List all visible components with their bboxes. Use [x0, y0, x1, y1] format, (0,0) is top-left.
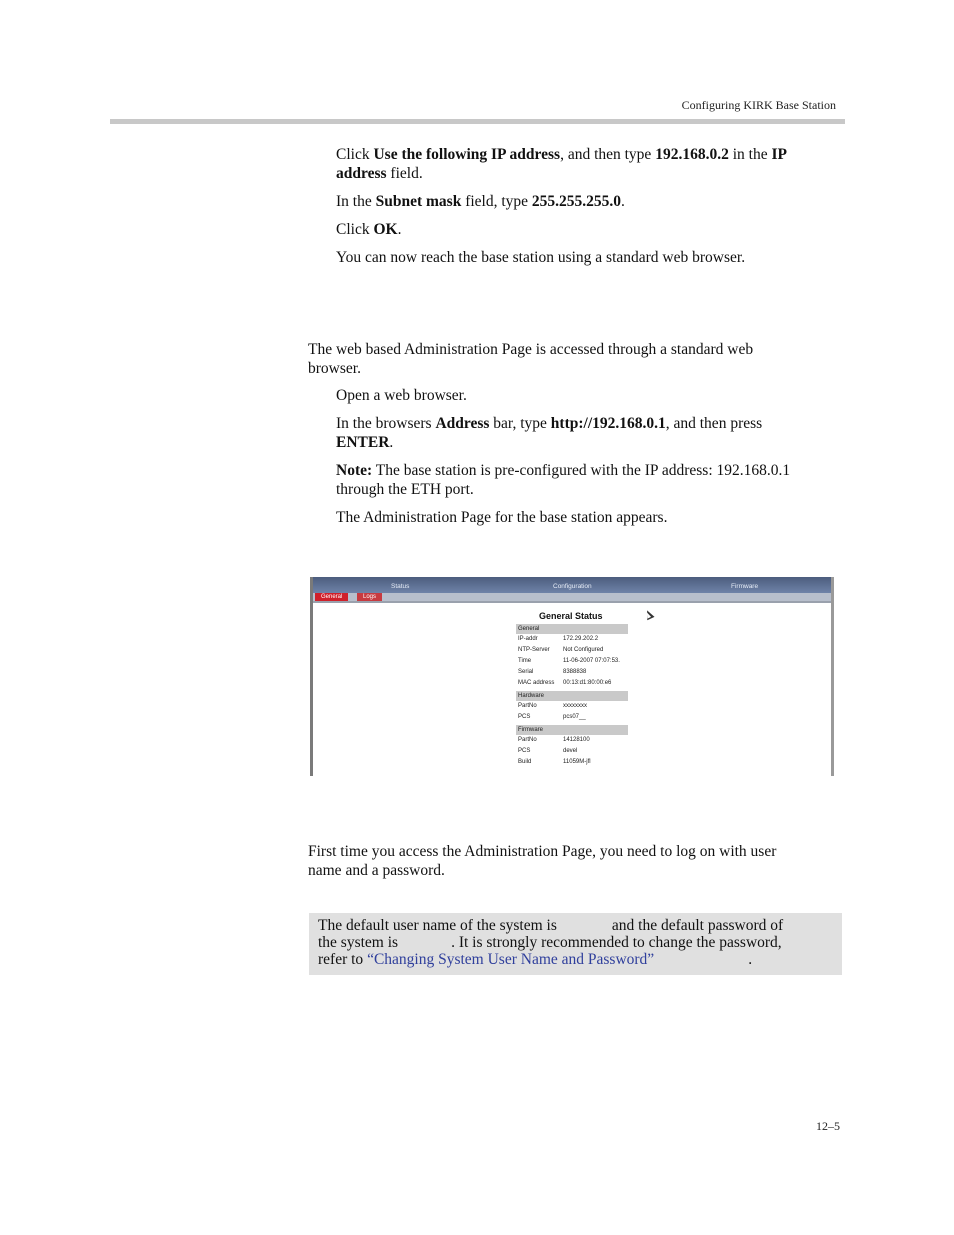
screenshot-row-value: Not Configured	[563, 647, 604, 653]
note-line-1-start: The default user name of the system is	[318, 917, 557, 934]
screenshot-row-value: devel	[563, 748, 578, 754]
screenshot-left-edge	[310, 577, 313, 776]
screenshot-table-row	[518, 680, 611, 686]
screenshot-row-value: 8388838	[563, 669, 587, 675]
bold-term: http://192.168.0.1	[550, 415, 666, 432]
screenshot-row-key: PartNo	[518, 703, 537, 709]
intro-line-2: browser.	[308, 359, 361, 377]
screenshot-table-row	[518, 647, 603, 653]
running-header: Configuring KIRK Base Station	[681, 98, 836, 112]
screenshot-row-key: Time	[518, 658, 532, 664]
note-line-1	[318, 917, 830, 934]
text-run: bar, type	[489, 415, 551, 432]
text-run: field.	[386, 164, 423, 182]
screenshot-section-header: General	[516, 624, 628, 634]
bold-term: 255.255.255.0	[531, 193, 622, 210]
screenshot-subtab-logs: Logs	[357, 593, 382, 601]
screenshot-tab-firmware: Firmware	[731, 583, 759, 590]
bold-term: IP	[771, 146, 787, 163]
screenshot-table-row	[518, 714, 586, 720]
screenshot-table-row	[518, 703, 587, 709]
text-run: You can now reach the base station using a standard web browser.	[336, 249, 746, 266]
text-run: , and then type	[560, 146, 656, 163]
screenshot-row-value: 11059M-jfl	[563, 759, 591, 765]
screenshot-row-key: PartNo	[518, 737, 537, 743]
intro-line-1: The web based Administration Page is accessed through a standard web	[308, 341, 754, 358]
screenshot-right-edge	[831, 577, 834, 776]
screenshot-row-key: Build	[518, 759, 532, 765]
text-run: Click	[336, 221, 374, 238]
intro-paragraph	[308, 341, 836, 378]
screenshot-row-key: PCS	[518, 714, 531, 720]
screenshot-row-value: xxxxxxxx	[563, 703, 587, 709]
note-preconfigured	[336, 462, 841, 499]
text-run: through the ETH port.	[336, 480, 474, 498]
logon-line-1: First time you access the Administration Page, you need to log on with user	[308, 843, 777, 860]
screenshot-row-value: 11-06-2007 07:07:53.	[563, 658, 620, 664]
page-number: 12–5	[816, 1119, 840, 1133]
bold-term: Address	[435, 415, 490, 432]
screenshot-bar-shadow	[313, 601, 831, 603]
text-run: Click	[336, 146, 374, 163]
screenshot-row-value: 172.29.202.2	[563, 636, 599, 642]
bold-term: ENTER	[336, 433, 390, 451]
screenshot-section-header: Hardware	[516, 691, 628, 701]
text-run: In the browsers	[336, 415, 436, 432]
screenshot-row-key: Serial	[518, 669, 534, 675]
screenshot-table-row	[518, 658, 620, 664]
step-type-address	[336, 415, 836, 452]
note-line-2-end: . It is strongly recommended to change the password,	[451, 934, 782, 951]
default-credentials-note	[309, 913, 842, 975]
bold-term: Note:	[336, 462, 373, 479]
text-run: , and then press	[665, 415, 763, 432]
bold-term: Use the following IP address	[373, 146, 561, 163]
text-run: .	[389, 433, 394, 451]
screenshot-row-key: IP-addr	[518, 636, 538, 642]
note-line-3-start: refer to	[318, 951, 368, 968]
screenshot-subtab-general: General	[315, 593, 348, 601]
screenshot-row-key: NTP-Server	[518, 647, 550, 653]
text-run: The Administration Page for the base station appears.	[336, 509, 668, 526]
note-line-2	[318, 934, 830, 951]
text-run: Open a web browser.	[336, 387, 467, 404]
screenshot-row-value: 00:13:d1:80:00:e6	[563, 680, 612, 686]
screenshot-tab-configuration: Configuration	[553, 583, 592, 590]
logon-line-2: name and a password.	[308, 861, 445, 879]
screenshot-table-row	[518, 669, 586, 675]
screenshot-title: General Status	[539, 611, 603, 621]
admin-page-screenshot	[310, 577, 834, 776]
step-click-ok	[336, 221, 836, 240]
bold-term: OK	[373, 221, 398, 238]
screenshot-section-header: Firmware	[516, 725, 628, 735]
step-subnet-mask	[336, 193, 836, 212]
screenshot-row-key: MAC address	[518, 680, 555, 686]
screenshot-row-value: 14128100	[563, 737, 590, 743]
screenshot-subtab-bar	[313, 593, 831, 601]
screenshot-tab-status: Status	[391, 583, 410, 590]
text-run: .	[621, 193, 625, 210]
note-line-3-end: .	[748, 951, 753, 968]
bold-term: Subnet mask	[375, 193, 462, 210]
bold-term: address	[336, 164, 387, 182]
text-run: In the	[336, 193, 376, 210]
logon-paragraph	[308, 843, 836, 880]
header-rule	[110, 119, 845, 124]
step-open-browser	[336, 387, 836, 406]
step-admin-page-appears	[336, 509, 836, 528]
screenshot-row-key: PCS	[518, 748, 531, 754]
screenshot-table-row	[518, 748, 577, 754]
note-line-3	[318, 951, 830, 968]
text-run: in the	[728, 146, 772, 163]
text-run: .	[397, 221, 402, 238]
text-run: field, type	[461, 193, 532, 210]
screenshot-row-value: pcs07__	[563, 714, 586, 720]
note-line-1-end: and the default password of	[611, 917, 784, 934]
step-reach-station	[336, 249, 836, 268]
screenshot-table-row	[518, 759, 591, 765]
screenshot-table-row	[518, 636, 598, 642]
text-run: The base station is pre-configured with the IP address: 192.168.0.1	[372, 462, 791, 479]
step-ip-address	[336, 146, 836, 183]
change-password-link[interactable]: “Changing System User Name and Password”	[367, 951, 655, 968]
bold-term: 192.168.0.2	[655, 146, 729, 163]
note-line-2-start: the system is	[318, 934, 399, 951]
screenshot-table-row	[518, 737, 590, 743]
